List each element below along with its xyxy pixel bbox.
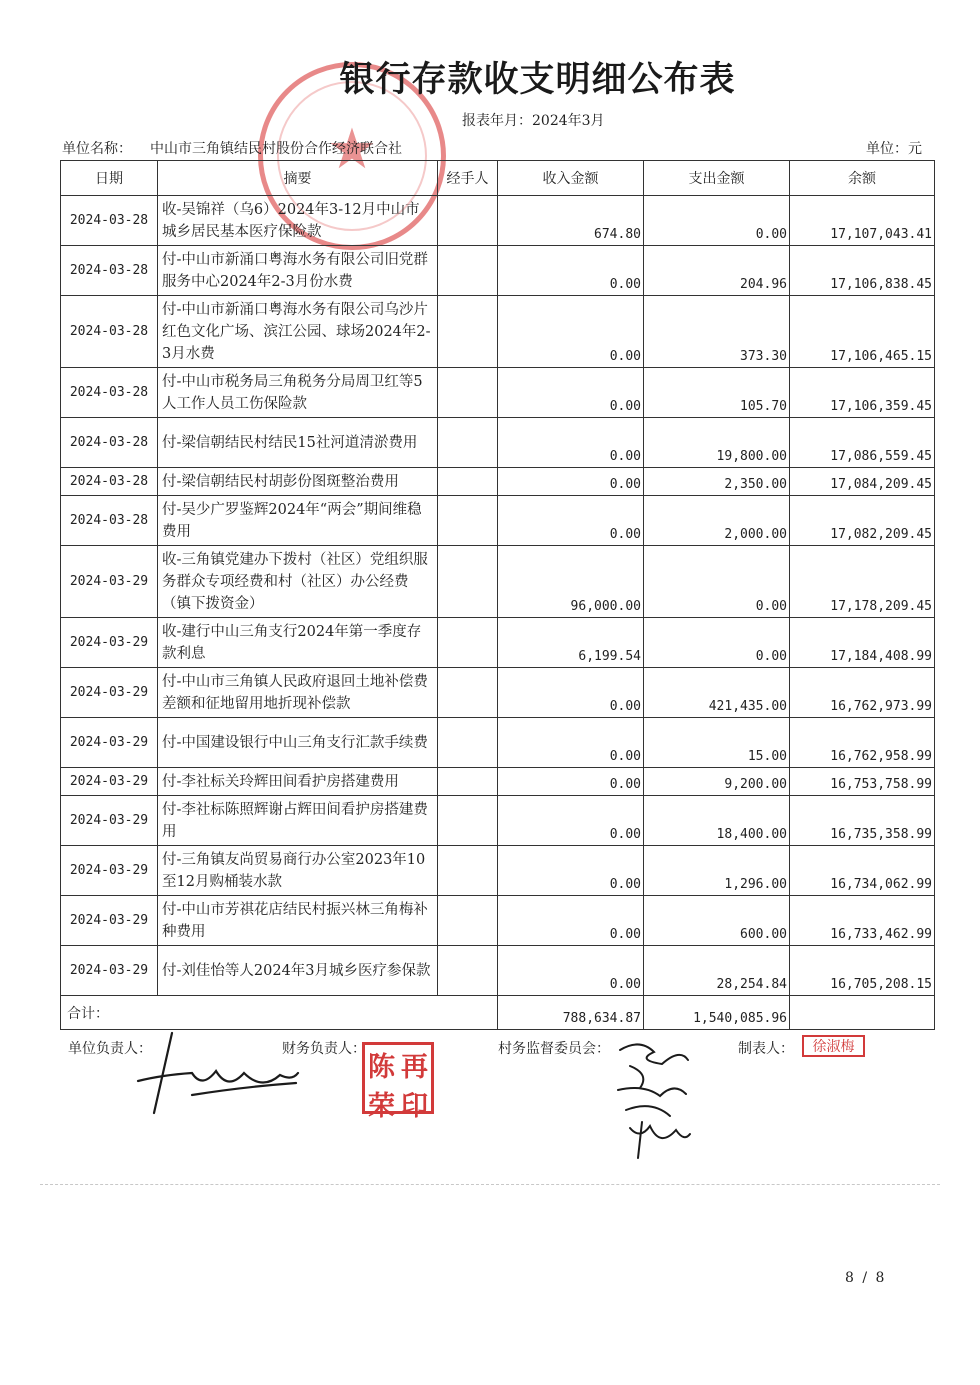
table-row: [61, 368, 935, 418]
table-row: [61, 846, 935, 896]
row-date: 2024-03-29: [61, 718, 158, 768]
row-date: 2024-03-29: [61, 668, 158, 718]
row-expense: 18,400.00: [644, 796, 790, 846]
row-summary: 付-李社标陈照辉谢占辉田间看护房搭建费用: [158, 796, 438, 846]
row-income: 6,199.54: [498, 618, 644, 668]
row-balance: 16,733,462.99: [790, 896, 935, 946]
row-handler: [438, 668, 498, 718]
row-handler: [438, 796, 498, 846]
row-date: 2024-03-28: [61, 496, 158, 546]
row-handler: [438, 468, 498, 496]
row-expense: 373.30: [644, 296, 790, 368]
row-date: 2024-03-29: [61, 896, 158, 946]
row-expense: 9,200.00: [644, 768, 790, 796]
row-date: 2024-03-29: [61, 618, 158, 668]
col-header-expense: 支出金额: [644, 161, 790, 196]
row-summary: 付-吴少广罗鉴辉2024年“两会”期间维稳费用: [158, 496, 438, 546]
row-income: 0.00: [498, 418, 644, 468]
row-balance: 16,705,208.15: [790, 946, 935, 996]
table-row: [61, 296, 935, 368]
row-balance: 17,106,838.45: [790, 246, 935, 296]
row-handler: [438, 946, 498, 996]
row-date: 2024-03-29: [61, 546, 158, 618]
row-balance: 17,084,209.45: [790, 468, 935, 496]
row-date: 2024-03-29: [61, 946, 158, 996]
row-handler: [438, 618, 498, 668]
finance-head-seal: [362, 1042, 434, 1122]
row-date: 2024-03-28: [61, 368, 158, 418]
row-date: 2024-03-28: [61, 468, 158, 496]
row-date: 2024-03-28: [61, 246, 158, 296]
header-row: [61, 161, 935, 196]
row-income: 0.00: [498, 668, 644, 718]
col-header-date: 日期: [61, 161, 158, 196]
row-income: 96,000.00: [498, 546, 644, 618]
row-summary: 付-中山市芳祺花店结民村振兴林三角梅补种费用: [158, 896, 438, 946]
seal-char: 荣: [368, 1091, 395, 1122]
row-income: 0.00: [498, 496, 644, 546]
total-balance: [790, 996, 935, 1030]
row-balance: 17,106,359.45: [790, 368, 935, 418]
row-balance: 17,184,408.99: [790, 618, 935, 668]
col-header-balance: 余额: [790, 161, 935, 196]
row-expense: 600.00: [644, 896, 790, 946]
preparer-seal: 徐淑梅: [802, 1035, 865, 1057]
seal-char: 再: [401, 1052, 428, 1083]
table-row: [61, 796, 935, 846]
row-income: 0.00: [498, 296, 644, 368]
unit-head-label: 单位负责人：: [68, 1041, 152, 1057]
row-handler: [438, 246, 498, 296]
col-header-summary: 摘要: [158, 161, 438, 196]
row-date: 2024-03-28: [61, 296, 158, 368]
total-expense: 1,540,085.96: [644, 996, 790, 1030]
row-date: 2024-03-29: [61, 796, 158, 846]
row-income: 674.80: [498, 196, 644, 246]
row-summary: 付-中山市新涌口粤海水务有限公司旧党群服务中心2024年2-3月份水费: [158, 246, 438, 296]
page-number: 8 / 8: [845, 1270, 887, 1286]
row-income: 0.00: [498, 946, 644, 996]
row-summary: 付-刘佳怡等人2024年3月城乡医疗参保款: [158, 946, 438, 996]
row-income: 0.00: [498, 468, 644, 496]
row-handler: [438, 896, 498, 946]
table-row: [61, 768, 935, 796]
row-expense: 204.96: [644, 246, 790, 296]
table-row: [61, 496, 935, 546]
table-row: [61, 546, 935, 618]
row-balance: 16,753,758.99: [790, 768, 935, 796]
row-balance: 17,086,559.45: [790, 418, 935, 468]
row-summary: 付-中国建设银行中山三角支行汇款手续费: [158, 718, 438, 768]
table-row: [61, 468, 935, 496]
unit-head-signature: [132, 1025, 307, 1120]
row-handler: [438, 196, 498, 246]
row-expense: 15.00: [644, 718, 790, 768]
report-period: 报表年月：2024年3月: [462, 113, 605, 129]
total-label: 合计：: [61, 996, 498, 1030]
row-summary: 付-李社标关玲辉田间看护房搭建费用: [158, 768, 438, 796]
row-expense: 105.70: [644, 368, 790, 418]
row-handler: [438, 846, 498, 896]
row-balance: 16,762,958.99: [790, 718, 935, 768]
row-income: 0.00: [498, 368, 644, 418]
committee-signatures: [600, 1030, 700, 1160]
row-summary: 付-三角镇友尚贸易商行办公室2023年10至12月购桶装水款: [158, 846, 438, 896]
row-expense: 0.00: [644, 196, 790, 246]
row-balance: 17,107,043.41: [790, 196, 935, 246]
scan-divider: [40, 1184, 940, 1185]
row-handler: [438, 296, 498, 368]
table-row: [61, 718, 935, 768]
total-income: 788,634.87: [498, 996, 644, 1030]
table-row: [61, 196, 935, 246]
row-income: 0.00: [498, 768, 644, 796]
row-income: 0.00: [498, 896, 644, 946]
row-date: 2024-03-28: [61, 418, 158, 468]
seal-char: 印: [401, 1091, 428, 1122]
row-balance: 16,762,973.99: [790, 668, 935, 718]
star-icon: ★: [326, 117, 378, 182]
col-header-handler: 经手人: [438, 161, 498, 196]
table-row: [61, 896, 935, 946]
row-summary: 付-梁信朝结民村结民15社河道清淤费用: [158, 418, 438, 468]
row-balance: 16,734,062.99: [790, 846, 935, 896]
row-summary: 收-建行中山三角支行2024年第一季度存款利息: [158, 618, 438, 668]
row-handler: [438, 418, 498, 468]
row-expense: 1,296.00: [644, 846, 790, 896]
village-committee-label: 村务监督委员会：: [498, 1041, 610, 1057]
row-income: 0.00: [498, 846, 644, 896]
table-row: [61, 246, 935, 296]
row-balance: 17,082,209.45: [790, 496, 935, 546]
seal-char: 陈: [368, 1052, 395, 1083]
row-expense: 2,000.00: [644, 496, 790, 546]
row-income: 0.00: [498, 246, 644, 296]
ledger-table: [60, 160, 935, 1030]
row-balance: 17,178,209.45: [790, 546, 935, 618]
row-handler: [438, 718, 498, 768]
table-row: [61, 668, 935, 718]
row-handler: [438, 496, 498, 546]
row-balance: 17,106,465.15: [790, 296, 935, 368]
table-row: [61, 946, 935, 996]
row-handler: [438, 768, 498, 796]
row-date: 2024-03-29: [61, 768, 158, 796]
row-date: 2024-03-28: [61, 196, 158, 246]
row-date: 2024-03-29: [61, 846, 158, 896]
row-summary: 付-中山市三角镇人民政府退回土地补偿费差额和征地留用地折现补偿款: [158, 668, 438, 718]
row-expense: 0.00: [644, 618, 790, 668]
row-summary: 付-中山市税务局三角税务分局周卫红等5人工作人员工伤保险款: [158, 368, 438, 418]
row-expense: 19,800.00: [644, 418, 790, 468]
row-balance: 16,735,358.99: [790, 796, 935, 846]
row-handler: [438, 546, 498, 618]
row-summary: 收-三角镇党建办下拨村（社区）党组织服务群众专项经费和村（社区）办公经费（镇下拨资金）: [158, 546, 438, 618]
row-summary: 收-吴锦祥（乌6）2024年3-12月中山市城乡居民基本医疗保险款: [158, 196, 438, 246]
row-income: 0.00: [498, 718, 644, 768]
row-expense: 421,435.00: [644, 668, 790, 718]
row-summary: 付-梁信朝结民村胡彭份图斑整治费用: [158, 468, 438, 496]
page-title: 银行存款收支明细公布表: [339, 60, 736, 100]
row-expense: 2,350.00: [644, 468, 790, 496]
unit-name: 中山市三角镇结民村股份合作经济联合社: [150, 141, 402, 157]
row-summary: 付-中山市新涌口粤海水务有限公司乌沙片红色文化广场、滨江公园、球场2024年2-3月水费: [158, 296, 438, 368]
row-expense: 0.00: [644, 546, 790, 618]
preparer-label: 制表人：: [738, 1041, 794, 1057]
unit-name-label: 单位名称：: [62, 141, 132, 157]
col-header-income: 收入金额: [498, 161, 644, 196]
table-row: [61, 618, 935, 668]
row-expense: 28,254.84: [644, 946, 790, 996]
row-income: 0.00: [498, 796, 644, 846]
row-handler: [438, 368, 498, 418]
currency-unit: 单位：元: [866, 141, 922, 157]
finance-head-label: 财务负责人：: [282, 1041, 366, 1057]
table-row: [61, 418, 935, 468]
